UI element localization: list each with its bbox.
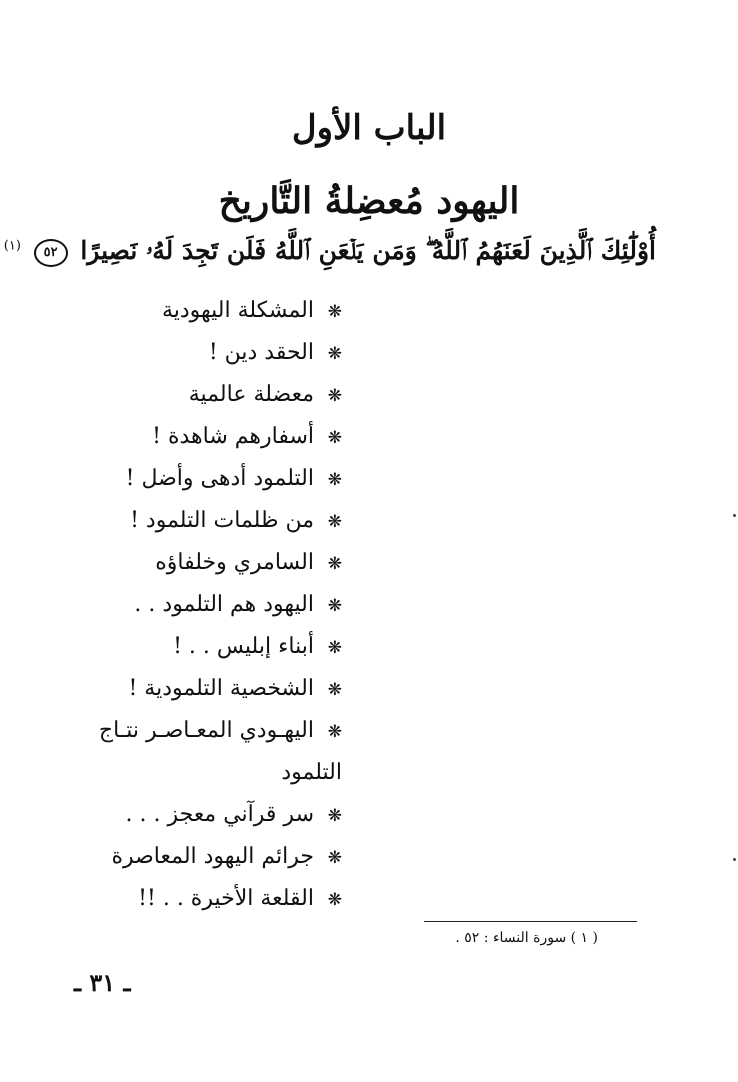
topic-item [99, 500, 342, 542]
topic-continuation: التلمود [281, 760, 342, 785]
topic-text: التلمود أدهى وأضل ! [125, 466, 314, 491]
page-number: ـ ٣١ ـ [74, 968, 131, 997]
topics-list [99, 290, 342, 920]
bullet-star-icon: ❋ [327, 722, 342, 742]
topic-text: اليهود هم التلمود . . [134, 592, 314, 617]
topic-text: المشكلة اليهودية [161, 298, 314, 323]
bullet-star-icon: ❋ [327, 470, 342, 490]
footnote-text: ( ١ ) سورة النساء : ٥٢ . [455, 930, 598, 946]
topic-text: السامري وخلفاؤه [155, 550, 314, 575]
topic-item [99, 416, 342, 458]
bullet-star-icon: ❋ [327, 428, 342, 448]
bullet-star-icon: ❋ [327, 806, 342, 826]
bullet-star-icon: ❋ [327, 386, 342, 406]
topic-item [99, 668, 342, 710]
bullet-star-icon: ❋ [327, 344, 342, 364]
bullet-star-icon: ❋ [327, 848, 342, 868]
bullet-star-icon: ❋ [327, 554, 342, 574]
topic-text: القلعة الأخيرة . . !! [138, 886, 314, 911]
bullet-star-icon: ❋ [327, 512, 342, 532]
topic-item [99, 374, 342, 416]
topic-text: جرائم اليهود المعاصرة [111, 844, 314, 869]
topic-text: الحقد دين ! [208, 340, 314, 365]
topic-item [99, 836, 342, 878]
topic-item [99, 794, 342, 836]
bullet-star-icon: ❋ [327, 596, 342, 616]
ayah-number-marker: ٥٢ [34, 239, 68, 267]
bullet-star-icon: ❋ [327, 680, 342, 700]
chapter-subtitle: اليهود مُعضِلةُ التَّاريخ [218, 180, 520, 222]
topic-text: اليهـودي المعـاصـر نتـاج [98, 718, 314, 743]
bullet-star-icon: ❋ [327, 302, 342, 322]
topic-text: أبناء إبليس . . ! [173, 634, 314, 659]
topic-text: معضلة عالمية [188, 382, 314, 407]
scan-speck [733, 514, 736, 517]
quran-verse [3, 236, 656, 267]
topic-text: الشخصية التلمودية ! [128, 676, 314, 701]
topic-text: سر قرآني معجز . . . [125, 802, 314, 827]
footnote-divider [424, 921, 637, 922]
topic-item [99, 332, 342, 374]
topic-item [99, 584, 342, 626]
bullet-star-icon: ❋ [327, 638, 342, 658]
scan-speck [733, 858, 736, 861]
topic-item [99, 626, 342, 668]
topic-item [99, 878, 342, 920]
topic-item [99, 542, 342, 584]
chapter-title: الباب الأول [291, 108, 447, 148]
bullet-star-icon: ❋ [327, 890, 342, 910]
topic-text: من ظلمات التلمود ! [130, 508, 314, 533]
topic-text: أسفارهم شاهدة ! [152, 424, 314, 449]
topic-item [99, 290, 342, 332]
verse-text: أُوْلَٰٓئِكَ ٱلَّذِينَ لَعَنَهُمُ ٱللَّهُ ۖ وَمَن يَلۡعَنِ ٱللَّهُ فَلَن تَجِدَ لَهُۥ نَصِيرًا [80, 236, 656, 265]
topic-item [99, 710, 342, 752]
footnote-reference: (١) [3, 238, 21, 254]
topic-item [99, 458, 342, 500]
